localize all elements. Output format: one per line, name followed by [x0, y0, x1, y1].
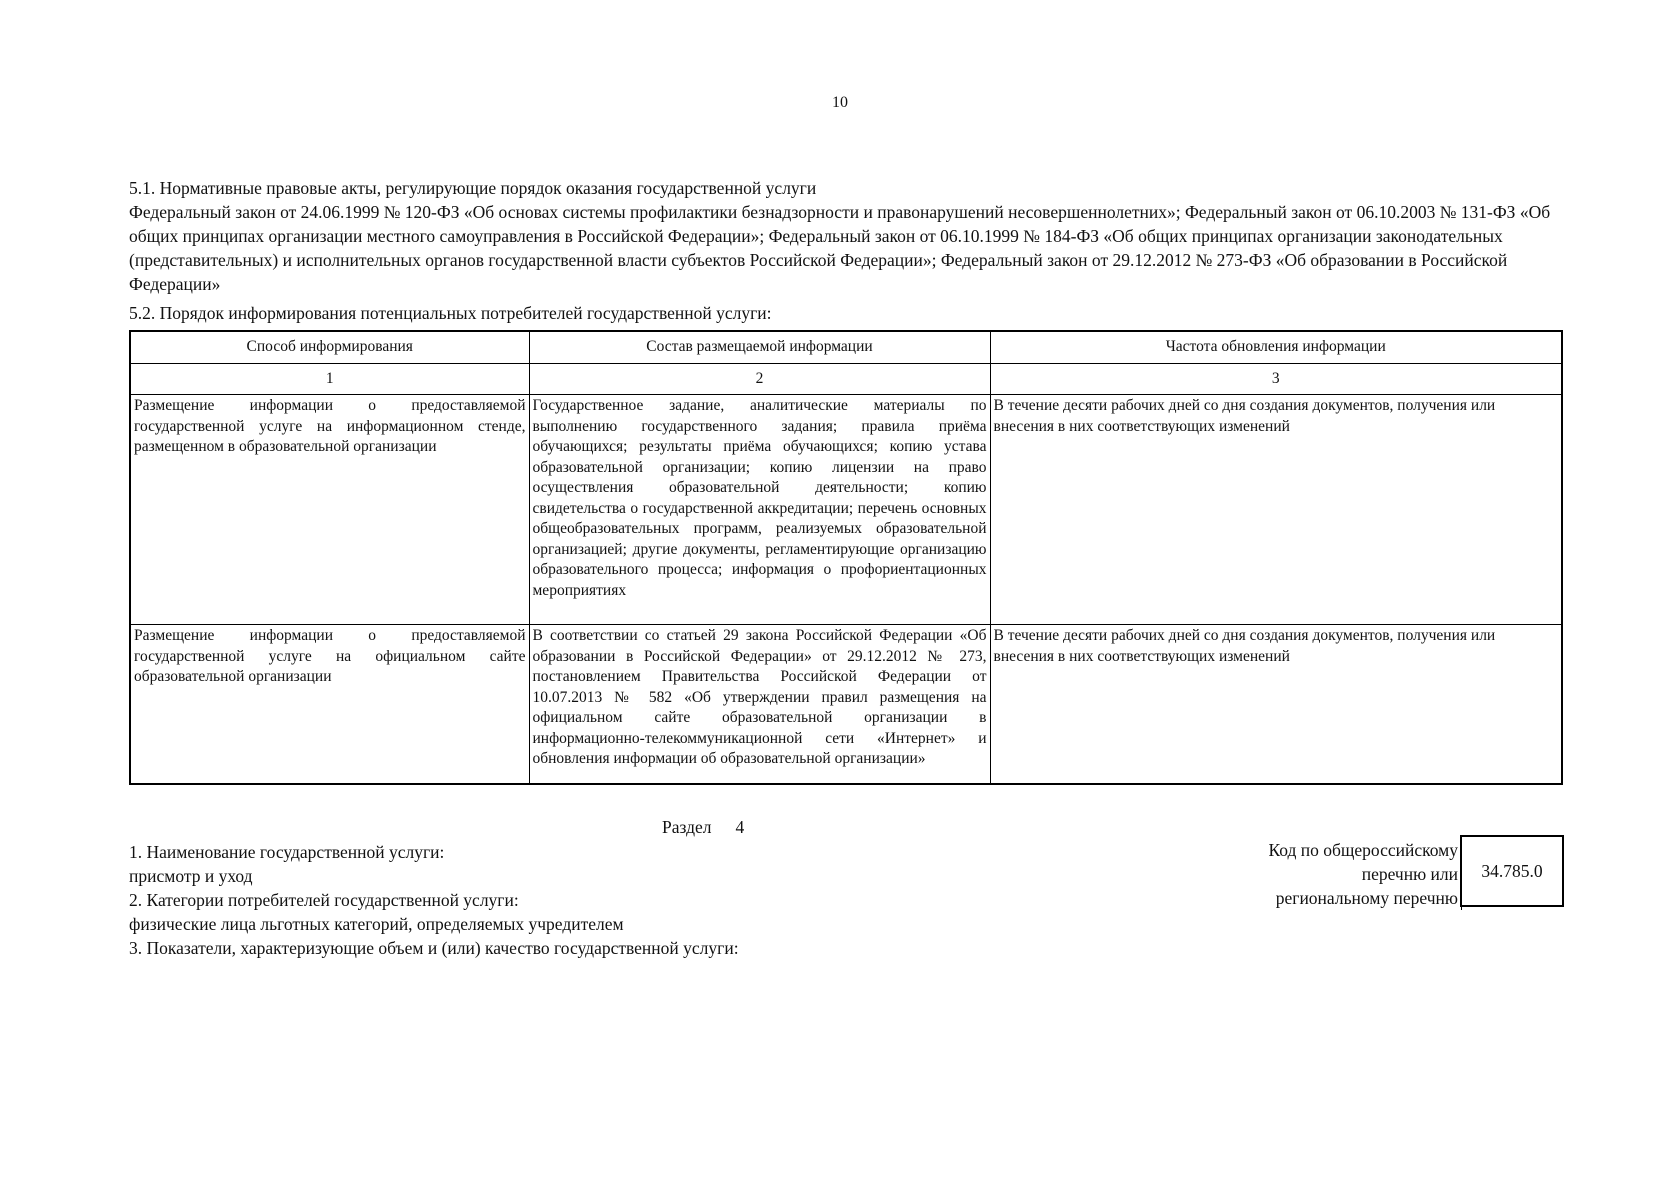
code-label [1200, 838, 1462, 910]
indicators-label: 3. Показатели, характеризующие объем и (или) качество государственной услуги: [129, 938, 739, 958]
section-label: Раздел [662, 817, 712, 837]
header-method: Способ информирования [130, 331, 529, 364]
informing-table [129, 330, 1563, 785]
code-label-line: региональному перечню [1275, 888, 1458, 908]
code-value-box [1460, 835, 1564, 907]
column-number: 3 [990, 364, 1562, 395]
header-content: Состав размещаемой информации [529, 331, 990, 364]
consumer-categories-value: физические лица льготных категорий, определяемых учредителем [129, 914, 624, 934]
cell-frequency: В течение десяти рабочих дней со дня создания документов, получения или внесения в них соответствующих изменений [990, 395, 1562, 625]
cell-method: Размещение информации о предоставляемой государственной услуге на официальном сайте образовательной организации [130, 625, 529, 785]
column-number: 2 [529, 364, 990, 395]
section-5-1-body: Федеральный закон от 24.06.1999 № 120-ФЗ «Об основах системы профилактики безнадзорности и правонарушений несовершеннолетних»; Федеральный закон от 06.10.2003 № 131-ФЗ «Об общих принципах организации местного самоуправления в Российской Федерации»; Федеральный закон от 06.10.1999 № 184-ФЗ «Об общих принципах организации законодательных (представительных) и исполнительных органов государственной власти субъектов Российской Федерации»; Федеральный закон от 29.12.2012 № 273-ФЗ «Об образовании в Российской Федерации» [129, 202, 1551, 294]
page-number: 10 [832, 94, 848, 111]
cell-method: Размещение информации о предоставляемой государственной услуге на информационном стенде, размещенном в образовательной организации [130, 395, 529, 625]
table-header-row [130, 331, 1562, 364]
cell-frequency: В течение десяти рабочих дней со дня создания документов, получения или внесения в них соответствующих изменений [990, 625, 1562, 785]
table-row [130, 395, 1562, 625]
table-row [130, 625, 1562, 785]
column-number: 1 [130, 364, 529, 395]
service-name-label: 1. Наименование государственной услуги: [129, 842, 445, 862]
cell-content: Государственное задание, аналитические материалы по выполнению государственного задания; правила приёма обучающихся; результаты приёма обучающихся; копию устава образовательной организации; копию лицензии на право осуществления образовательной деятельности; копию свидетельства о государственной аккредитации; перечень основных общеобразовательных программ, реализуемых образовательной организацией; другие документы, регламентирующие организацию образовательного процесса; информация о профориентационных мероприятиях [529, 395, 990, 625]
consumer-categories-label: 2. Категории потребителей государственной услуги: [129, 890, 519, 910]
cell-content: В соответствии со статьей 29 закона Российской Федерации «Об образовании в Российской Федерации» от 29.12.2012 № 273, постановлением Правительства Российской Федерации от 10.07.2013 № 582 «Об утверждении правил размещения на официальном сайте образовательной организации в информационно-телекоммуникационной сети «Интернет» и обновления информации об образовательной организации» [529, 625, 990, 785]
code-label-line: Код по общероссийскому [1268, 840, 1458, 860]
section-5-2-title: 5.2. Порядок информирования потенциальных потребителей государственной услуги: [129, 303, 772, 323]
code-label-line: перечню или [1361, 864, 1458, 884]
code-value: 34.785.0 [1481, 860, 1543, 881]
column-number-row [130, 364, 1562, 395]
section-5-1-title: 5.1. Нормативные правовые акты, регулирующие порядок оказания государственной услуги [129, 178, 817, 198]
service-name-value: присмотр и уход [129, 866, 253, 886]
section-number: 4 [735, 817, 745, 837]
header-frequency: Частота обновления информации [990, 331, 1562, 364]
section-heading [662, 817, 744, 838]
